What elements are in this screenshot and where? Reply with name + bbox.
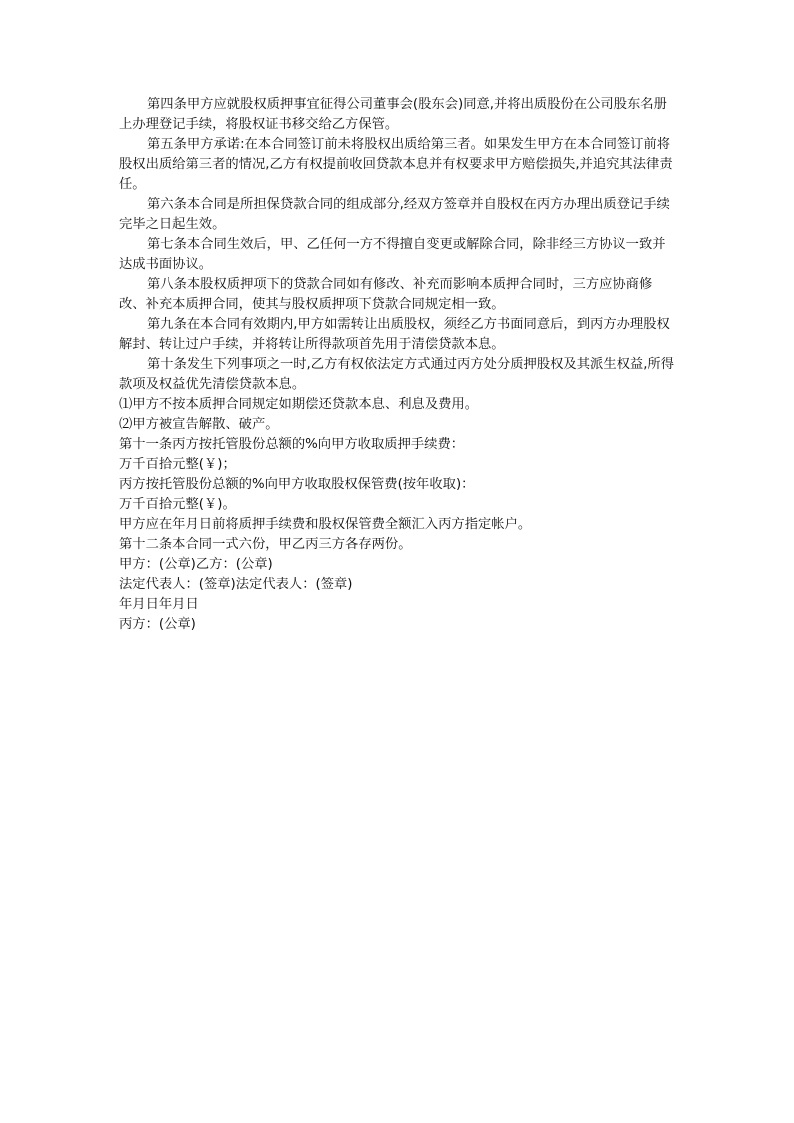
article-11-paragraph: 第十一条丙方按托管股份总额的%向甲方收取质押手续费： [119,437,465,452]
party-a-b-seal-line: 甲方：(公章)乙方：(公章) [119,557,273,572]
article-6-paragraph: 第六条本合同是所担保贷款合同的组成部分,经双方签章并自股权在丙方办理出质登记手续完毕之日起生效。 [119,197,670,232]
payment-deadline-paragraph: 甲方应在年月日前将质押手续费和股权保管费全额汇入丙方指定帐户。 [119,517,532,532]
article-12-paragraph: 第十二条本合同一式六份，甲乙丙三方各存两份。 [119,537,412,552]
date-line: 年月日年月日 [119,597,199,612]
custody-fee-amount-line: 万千百拾元整(￥)。 [119,497,236,512]
pledge-fee-amount-line: 万千百拾元整(￥)； [119,457,236,472]
article-5-paragraph: 第五条甲方承诺:在本合同签订前未将股权出质给第三者。如果发生甲方在本合同签订前将股权出质给第三者的情况,乙方有权提前收回贷款本息并有权要求甲方赔偿损失,并追究其法律责任。 [119,137,673,192]
legal-representative-line: 法定代表人：(签章)法定代表人：(签章) [119,577,353,592]
article-10-item-2: ⑵甲方被宣告解散、破产。 [119,417,279,432]
article-7-paragraph: 第七条本合同生效后，甲、乙任何一方不得擅自变更或解除合同，除非经三方协议一致并达成书面协议。 [119,237,666,272]
article-10-item-1: ⑴甲方不按本质押合同规定如期偿还贷款本息、利息及费用。 [119,397,479,412]
article-9-paragraph: 第九条在本合同有效期内,甲方如需转让出质股权，须经乙方书面同意后，到丙方办理股权解封、转让过户手续，并将转让所得款项首先用于清偿贷款本息。 [119,317,670,352]
document-body [119,95,675,635]
article-8-paragraph: 第八条本股权质押项下的贷款合同如有修改、补充而影响本质押合同时，三方应协商修改、补充本质押合同，使其与股权质押项下贷款合同规定相一致。 [119,277,653,312]
custody-fee-paragraph: 丙方按托管股份总额的%向甲方收取股权保管费(按年收取)： [119,477,475,492]
article-10-paragraph: 第十条发生下列事项之一时,乙方有权依法定方式通过丙方处分质押股权及其派生权益,所得款项及权益优先清偿贷款本息。 [119,357,675,392]
party-c-seal-line: 丙方：(公章) [119,617,196,632]
article-4-paragraph: 第四条甲方应就股权质押事宜征得公司董事会(股东会)同意,并将出质股份在公司股东名册上办理登记手续，将股权证书移交给乙方保管。 [119,97,667,132]
